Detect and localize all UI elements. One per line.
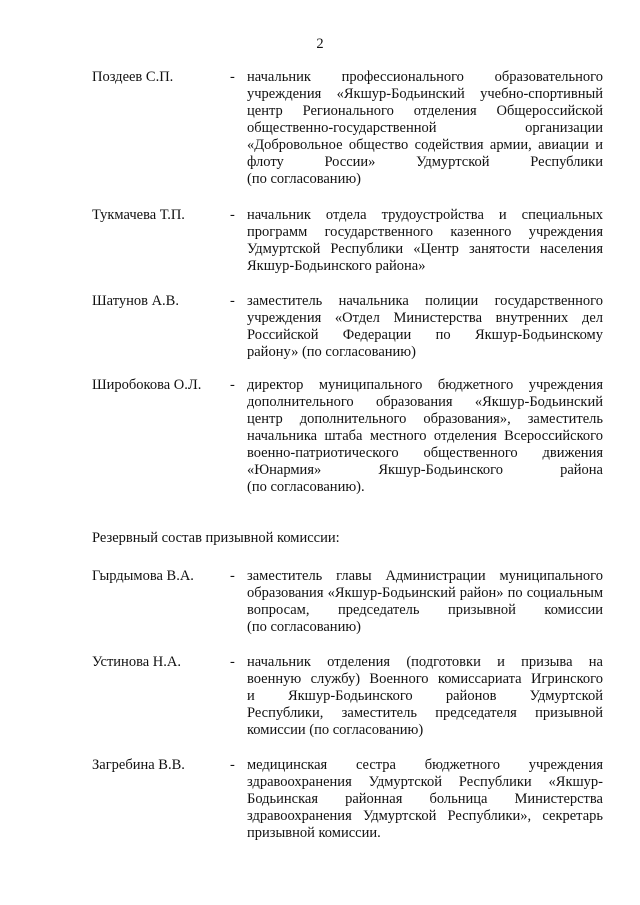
position-line: образования «Якшур-Бодьинский район» по социальным (247, 585, 603, 601)
position-line: и Якшур-Бодьинского районов Удмуртской (247, 688, 603, 704)
position-line: начальник профессионального образовательного (247, 69, 603, 85)
dash-separator: - (230, 207, 235, 223)
member-position (247, 568, 603, 636)
position-line: военную службу) Военного комиссариата Игринского (247, 671, 603, 687)
dash-separator: - (230, 757, 235, 773)
position-line: Российской Федерации по Якшур-Бодьинскому (247, 327, 603, 343)
position-line: директор муниципального бюджетного учреждения (247, 377, 603, 393)
page-number: 2 (316, 36, 324, 52)
position-line: центр дополнительного образования», заместитель (247, 411, 603, 427)
position-line: программ государственного казенного учреждения (247, 224, 603, 240)
position-line: здравоохранения Удмуртской Республики», секретарь (247, 808, 603, 824)
reserve-heading: Резервный состав призывной комиссии: (92, 530, 340, 546)
member-name: Широбокова О.Л. (92, 377, 202, 393)
position-line: Удмуртской Республики «Центр занятости населения (247, 241, 603, 257)
position-line: учреждения «Якшур-Бодьинский учебно-спортивный (247, 86, 603, 102)
member-position (247, 69, 603, 188)
position-line: (по согласованию) (247, 619, 361, 635)
position-line: Республики, заместитель председателя призывной (247, 705, 603, 721)
position-line: военно-патриотического общественного движения (247, 445, 603, 461)
position-line: начальника штаба местного отделения Всероссийского (247, 428, 603, 444)
position-line: заместитель начальника полиции государственного (247, 293, 603, 309)
dash-separator: - (230, 568, 235, 584)
position-line: (по согласованию). (247, 479, 365, 495)
position-line: здравоохранения Удмуртской Республики «Якшур- (247, 774, 603, 790)
dash-separator: - (230, 293, 235, 309)
dash-separator: - (230, 377, 235, 393)
position-line: «Добровольное общество содействия армии, авиации и (247, 137, 603, 153)
position-line: призывной комиссии. (247, 825, 381, 841)
position-line: дополнительного образования «Якшур-Бодьинский (247, 394, 603, 410)
member-position (247, 654, 603, 739)
member-position (247, 207, 603, 275)
position-line: «Юнармия» Якшур-Бодьинского района (247, 462, 603, 478)
member-name: Устинова Н.А. (92, 654, 181, 670)
position-line: центр Регионального отделения Общероссийской (247, 103, 603, 119)
position-line: флоту России» Удмуртской Республики (247, 154, 603, 170)
position-line: медицинская сестра бюджетного учреждения (247, 757, 603, 773)
position-line: начальник отдела трудоустройства и специальных (247, 207, 603, 223)
position-line: общественно-государственной организации (247, 120, 603, 136)
position-line: вопросам, председатель призывной комиссии (247, 602, 603, 618)
member-position (247, 293, 603, 361)
position-line: району» (по согласованию) (247, 344, 416, 360)
position-line: комиссии (по согласованию) (247, 722, 424, 738)
position-line: Якшур-Бодьинского района» (247, 258, 426, 274)
member-name: Шатунов А.В. (92, 293, 179, 309)
position-line: заместитель главы Администрации муниципального (247, 568, 603, 584)
member-name: Гырдымова В.А. (92, 568, 194, 584)
position-line: начальник отделения (подготовки и призыва на (247, 654, 603, 670)
member-name: Тукмачева Т.П. (92, 207, 185, 223)
dash-separator: - (230, 69, 235, 85)
member-name: Поздеев С.П. (92, 69, 174, 85)
member-position (247, 757, 603, 842)
position-line: учреждения «Отдел Министерства внутренних дел (247, 310, 603, 326)
member-name: Загребина В.В. (92, 757, 185, 773)
position-line: (по согласованию) (247, 171, 361, 187)
position-line: Бодьинская районная больница Министерства (247, 791, 603, 807)
member-position (247, 377, 603, 496)
dash-separator: - (230, 654, 235, 670)
